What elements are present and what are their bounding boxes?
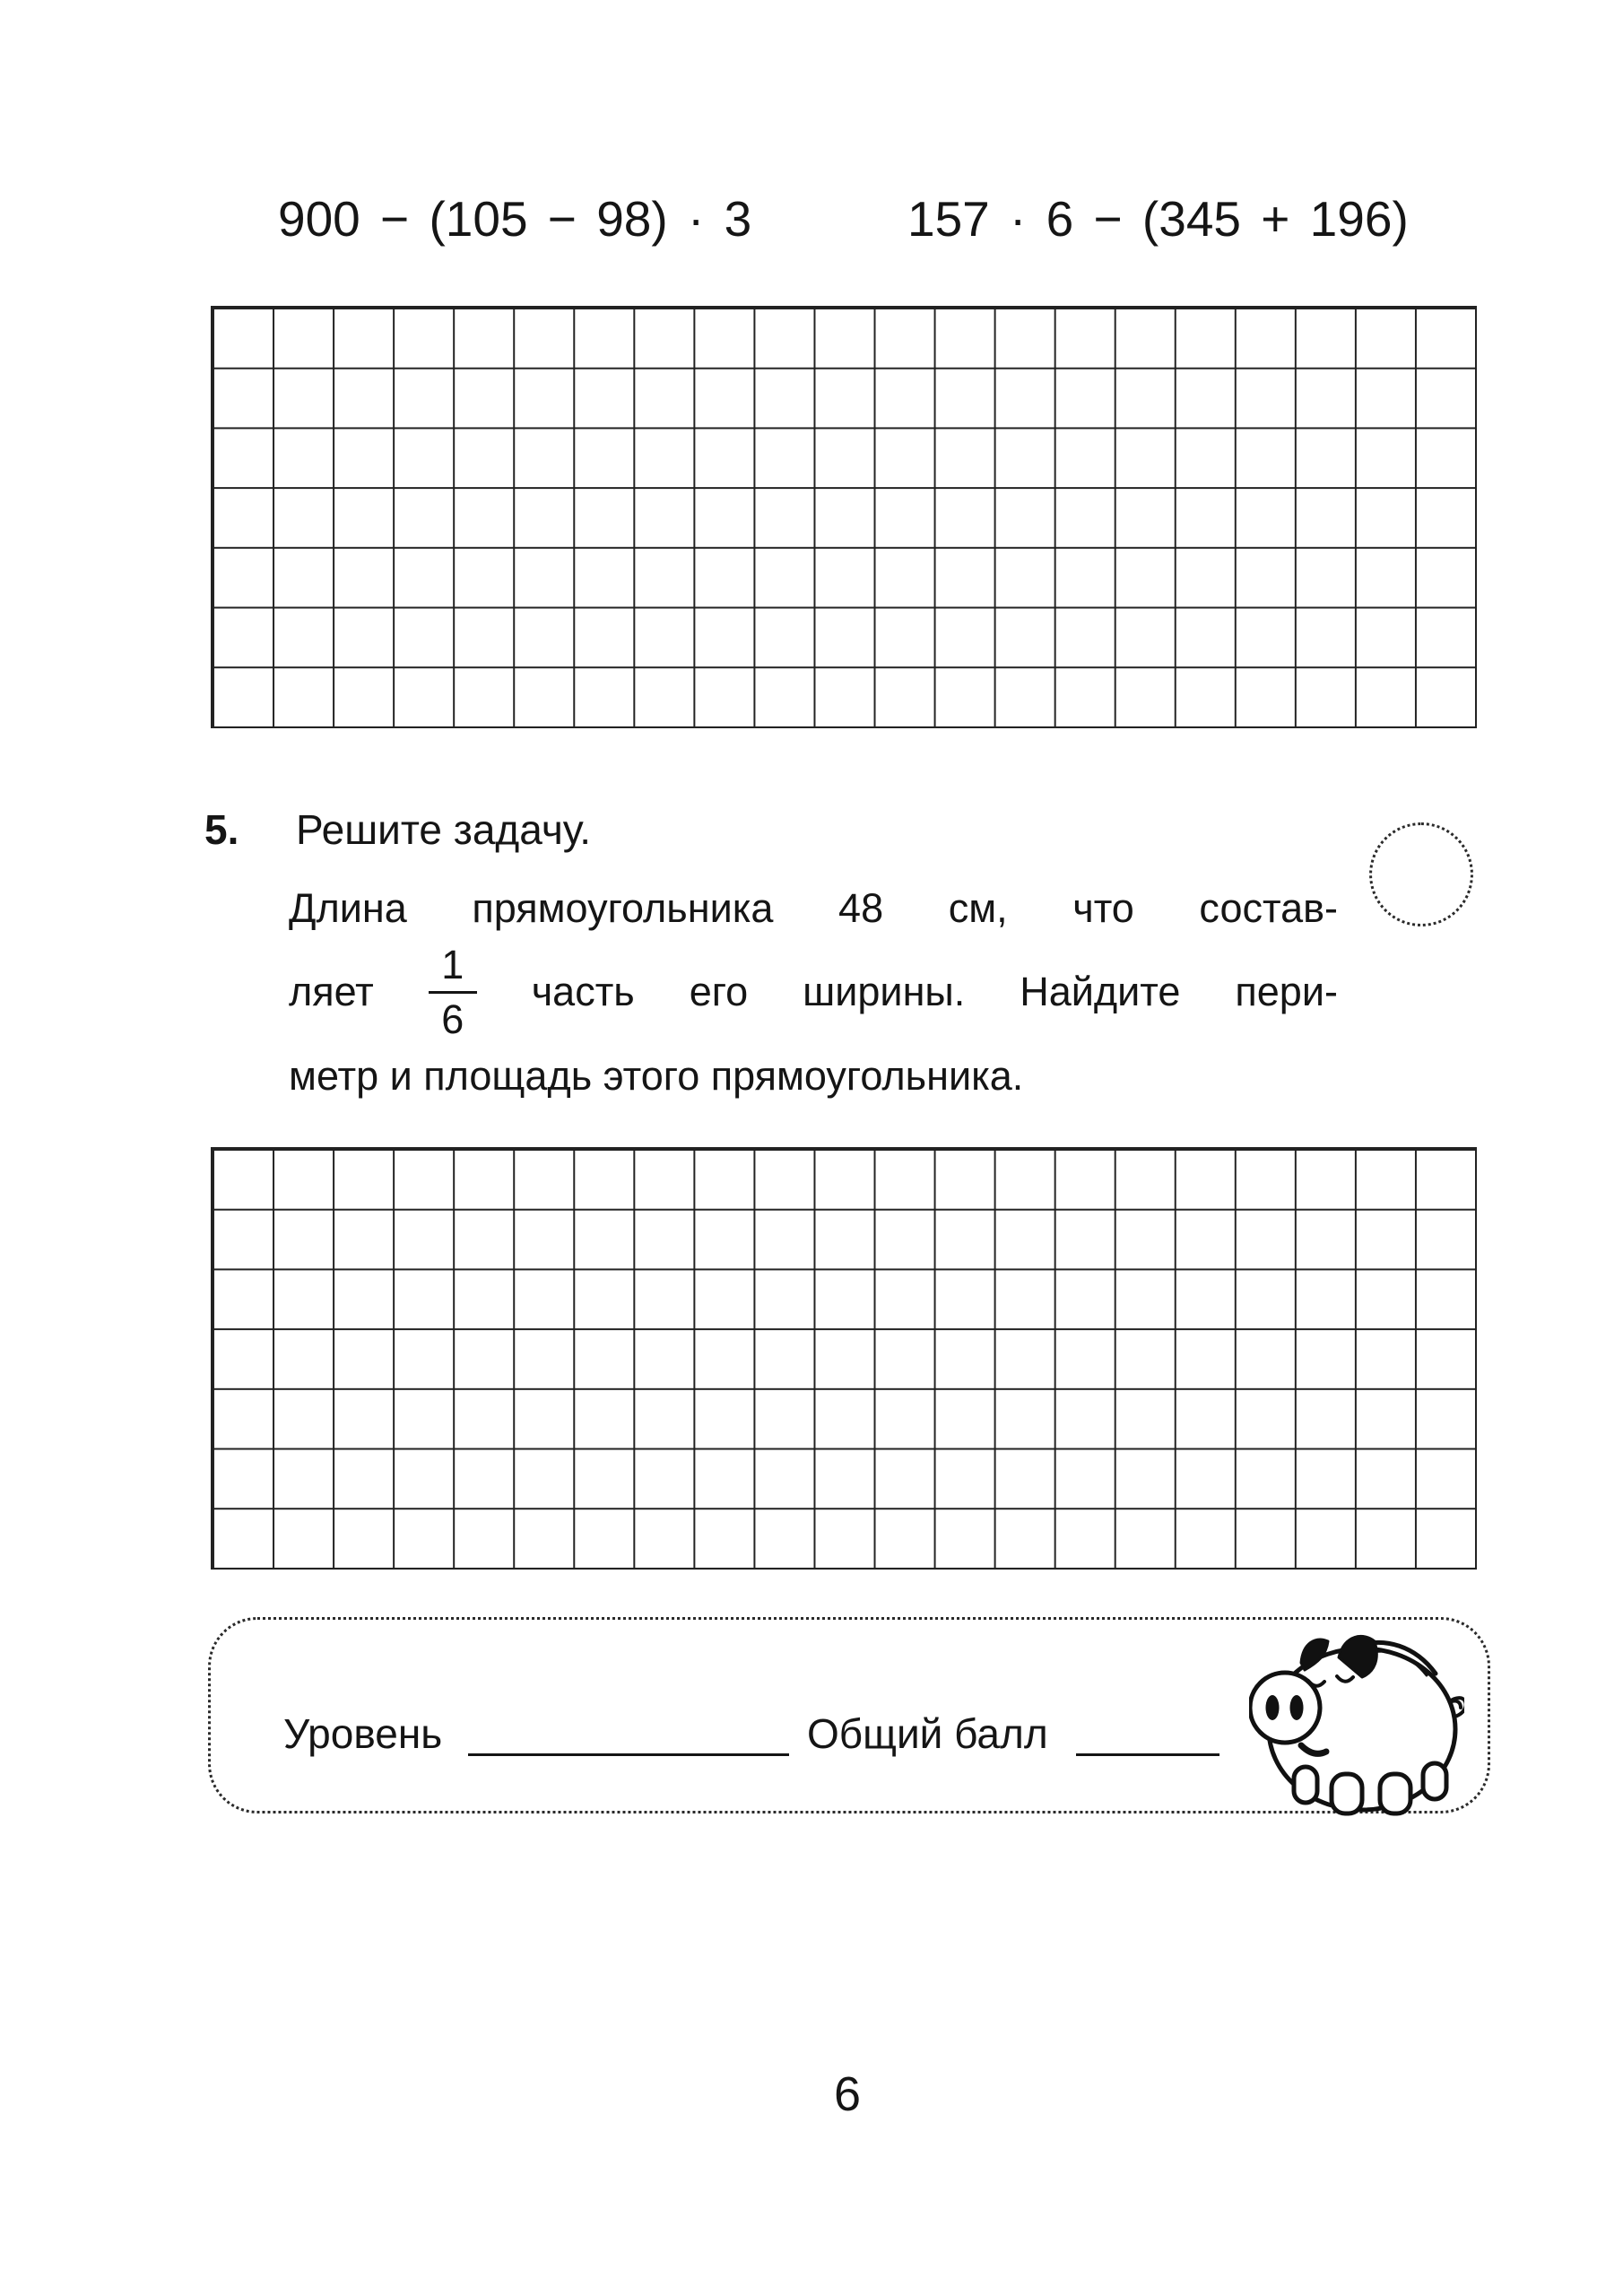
total-score-label: Общий балл [807,1710,1048,1757]
task-title: Решите задачу. [296,806,591,853]
task-number: 5. [204,806,239,853]
fraction-one-sixth [429,942,477,1043]
grade-circle[interactable] [1369,822,1473,926]
problem-word: его [689,969,749,1015]
answer-grid-top[interactable] [211,306,1477,728]
expression-left: 900 − (105 − 98) · 3 [278,191,752,247]
problem-word: ляет [289,969,374,1015]
problem-word: часть [531,969,635,1015]
problem-word: пери- [1235,969,1338,1015]
fraction-bar [429,991,477,994]
answer-grid-bottom[interactable] [211,1147,1477,1570]
problem-line-1: Длина прямоугольника 48 см, что состав- [289,885,1338,931]
problem-word: ширины. [803,969,966,1015]
level-blank[interactable] [468,1753,789,1756]
piggy-bank-illustration [1249,1632,1464,1816]
level-label: Уровень [283,1710,443,1757]
fraction-denominator: 6 [441,996,464,1042]
expression-right: 157 · 6 − (345 + 196) [907,191,1409,247]
total-score-blank[interactable] [1076,1753,1219,1756]
problem-word: Найдите [1020,969,1181,1015]
page-number: 6 [833,2067,862,2121]
fraction-numerator: 1 [441,941,464,987]
problem-line-3: метр и площадь этого прямоугольника. [289,1053,1024,1099]
problem-line-2 [289,933,1338,1051]
